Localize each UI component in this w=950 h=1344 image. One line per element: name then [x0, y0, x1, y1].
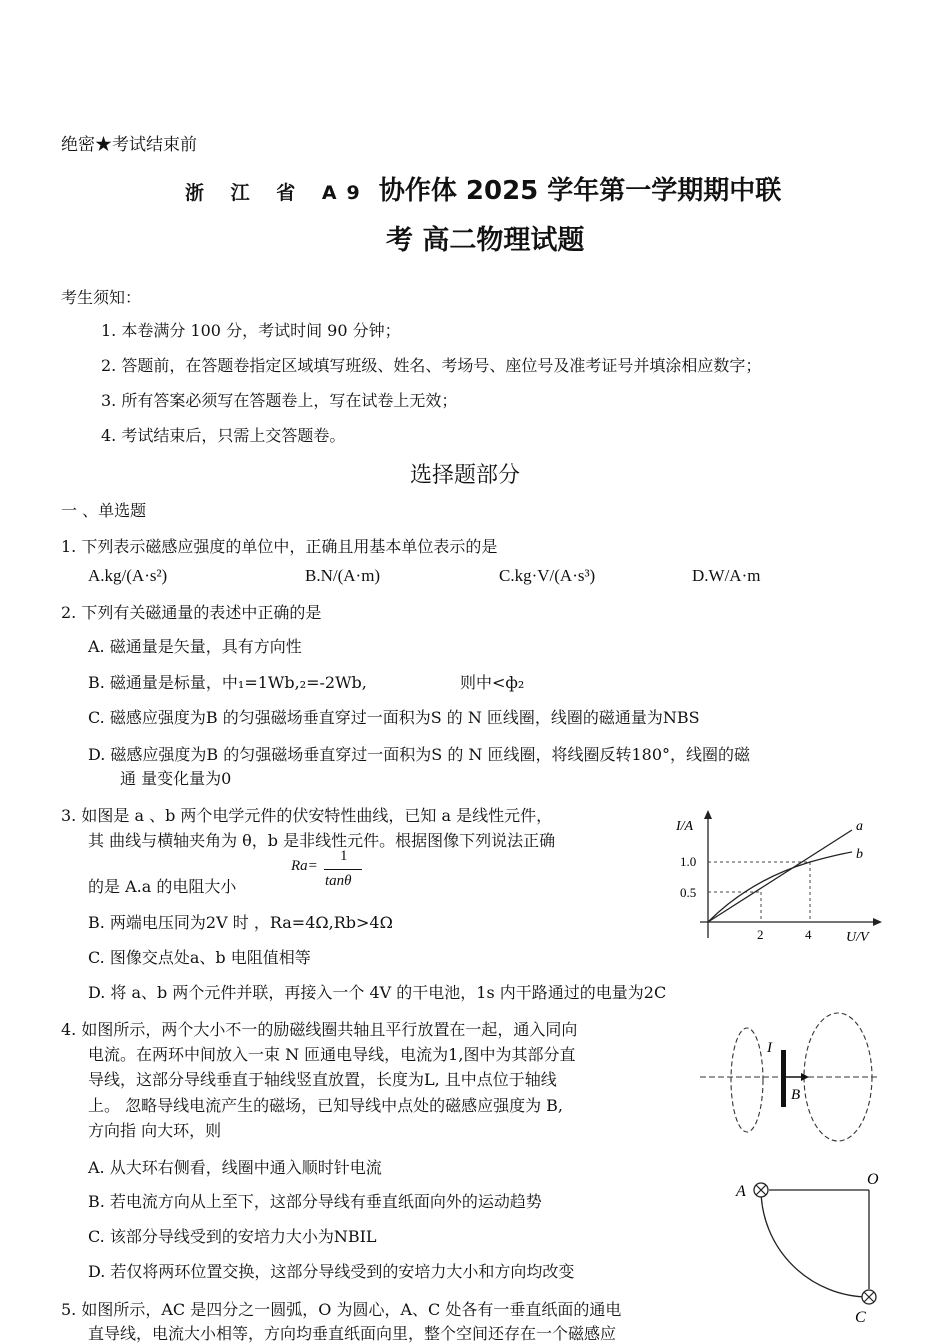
part-one-heading: 一 、单选题: [61, 501, 147, 520]
q1-stem: 1. 下列表示磁感应强度的单位中，正确且用基本单位表示的是: [61, 537, 498, 556]
q2-option-d-line2: 通 量变化量为0: [120, 769, 232, 788]
arc-figure: [728, 1166, 893, 1326]
q3-line1: 3. 如图是 a 、b 两个电学元件的伏安特性曲线，已知 a 是线性元件，: [61, 806, 553, 825]
curve-a-label: a: [856, 819, 863, 834]
notice-item-1: 1. 本卷满分 100 分，考试时间 90 分钟；: [101, 321, 401, 340]
q4-line4: 上。 忽略导线电流产生的磁场，已知导线中点处的磁感应强度为 B,: [88, 1096, 564, 1115]
q3-formula-numerator: 1: [340, 848, 348, 864]
q3-formula-bar: [324, 869, 362, 870]
q4-line3: 导线，这部分导线垂直于轴线竖直放置，长度为L, 且中点位于轴线: [88, 1070, 557, 1089]
q3-line3: 的是 A.a 的电阻大小: [88, 877, 237, 896]
wire-a-into-page-icon: [754, 1183, 768, 1197]
notice-heading: 考生须知：: [61, 288, 142, 307]
curve-b-label: b: [856, 847, 863, 862]
q4-option-a: A. 从大环右侧看，线圈中通入顺时针电流: [88, 1158, 382, 1177]
q1-option-c: C.kg·V/(A·s³): [499, 566, 596, 585]
y-tick-1-0: 1.0: [680, 854, 697, 869]
wire-c-into-page-icon: [862, 1290, 876, 1304]
label-a: A: [736, 1183, 746, 1200]
q2-option-b: B. 磁通量是标量，中₁=1Wb,₂=-2Wb,: [88, 673, 367, 692]
q4-option-d: D. 若仅将两环位置交换，这部分导线受到的安培力大小和方向均改变: [88, 1262, 575, 1281]
q3-formula-lhs: Ra=: [291, 858, 318, 874]
label-o: O: [867, 1171, 879, 1188]
section-title: 选择题部分: [410, 463, 521, 488]
curve-a: [708, 830, 852, 922]
q4-option-b: B. 若电流方向从上至下，这部分导线有垂直纸面向外的运动趋势: [88, 1192, 542, 1211]
quarter-arc: [761, 1190, 869, 1297]
y-axis-label: I/A: [676, 819, 694, 834]
q1-option-a: A.kg/(A·s²): [88, 566, 168, 585]
field-arrow-head-icon: [801, 1073, 809, 1081]
q2-stem: 2. 下列有关磁通量的表述中正确的是: [61, 603, 322, 622]
secrecy-label: 绝密★考试结束前: [61, 135, 197, 155]
q5-line1: 5. 如图所示，AC 是四分之一圆弧，O 为圆心，A、C 处各有一垂直纸面的通电: [61, 1300, 622, 1319]
q3-option-d: D. 将 a、b 两个元件并联，再接入一个 4V 的干电池，1s 内干路通过的电量为2C: [88, 983, 667, 1002]
exam-title-line2: 考 高二物理试题: [386, 225, 585, 256]
q4-line2: 电流。在两环中间放入一束 N 匝通电导线，电流为1,图中为其部分直: [88, 1045, 576, 1064]
title-province: 浙 江 省 A9: [185, 182, 370, 204]
current-label: I: [767, 1040, 772, 1056]
q5-line2: 直导线，电流大小相等，方向均垂直纸面向里，整个空间还存在一个磁感应: [88, 1324, 617, 1343]
notice-item-2: 2. 答题前，在答题卷指定区域填写班级、姓名、考场号、座位号及准考证号并填涂相应数字；: [101, 356, 762, 375]
x-axis-label: U/V: [846, 930, 869, 945]
q4-line5: 方向指 向大环，则: [88, 1121, 222, 1140]
coil-figure: [695, 1010, 885, 1150]
q2-option-d-line1: D. 磁感应强度为B 的匀强磁场垂直穿过一面积为S 的 N 匝线圈，将线圈反转180°，线圈的磁: [88, 745, 751, 764]
notice-item-4: 4. 考试结束后，只需上交答题卷。: [101, 426, 346, 445]
field-label: B: [791, 1087, 801, 1103]
y-tick-0-5: 0.5: [680, 885, 697, 900]
q1-option-b: B.N/(A·m): [305, 566, 381, 585]
q2-option-b-tail: 则中<ф₂: [460, 673, 525, 692]
x-tick-2: 2: [757, 927, 764, 942]
q1-option-d: D.W/A·m: [692, 566, 761, 585]
y-axis-arrow-icon: [704, 810, 712, 819]
q3-formula-denominator: tanθ: [325, 873, 352, 889]
iv-characteristic-graph: [670, 808, 885, 948]
label-c: C: [855, 1309, 866, 1326]
q3-option-b: B. 两端电压同为2V 时 ，Ra=4Ω,Rb>4Ω: [88, 913, 393, 932]
exam-title-line1: [185, 170, 781, 207]
q4-option-c: C. 该部分导线受到的安培力大小为NBIL: [88, 1227, 377, 1246]
q4-line1: 4. 如图所示，两个大小不一的励磁线圈共轴且平行放置在一起，通入同向: [61, 1020, 578, 1039]
wire-segment: [781, 1050, 786, 1107]
q2-option-c: C. 磁感应强度为B 的匀强磁场垂直穿过一面积为S 的 N 匝线圈，线圈的磁通量为NBS: [88, 708, 700, 727]
notice-item-3: 3. 所有答案必须写在答题卷上，写在试卷上无效；: [101, 391, 458, 410]
x-axis-arrow-icon: [873, 918, 882, 926]
q3-line2: 其 曲线与横轴夹角为 θ，b 是非线性元件。根据图像下列说法正确: [88, 831, 556, 850]
q2-option-a: A. 磁通量是矢量，具有方向性: [88, 637, 302, 656]
title-main: 协作体 2025 学年第一学期期中联: [378, 176, 782, 206]
x-tick-4: 4: [805, 927, 812, 942]
small-coil: [731, 1028, 763, 1132]
q3-option-c: C. 图像交点处a、b 电阻值相等: [88, 948, 311, 967]
